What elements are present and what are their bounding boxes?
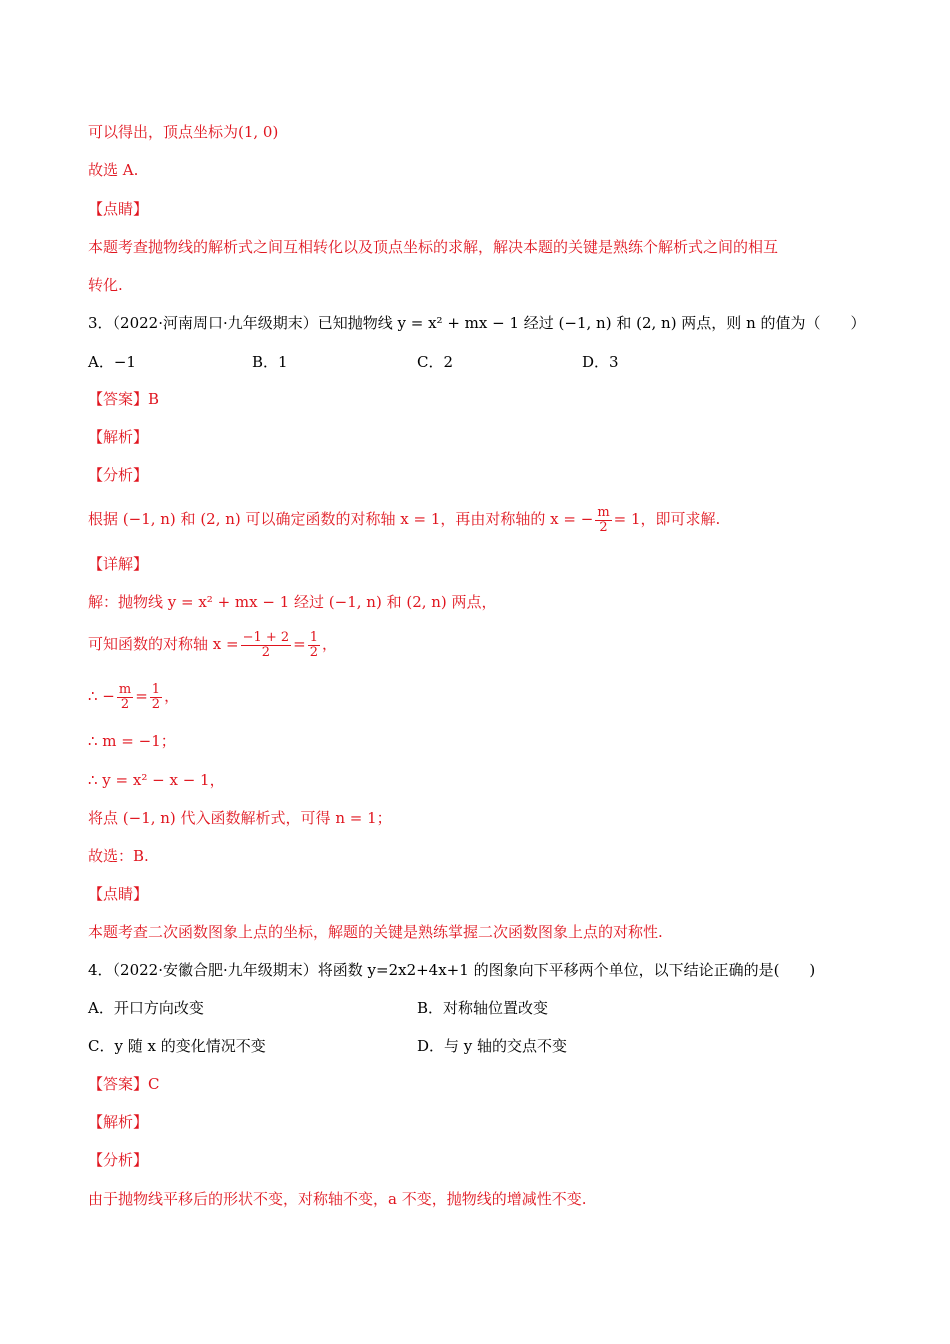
q4-option-a: A．开口方向改变	[88, 999, 204, 1017]
q4-answer	[88, 1074, 160, 1094]
q3-stem: 3．（2022·河南周口·九年级期末）已知抛物线 y = x² + mx − 1 经过 (−1, n) 和 (2, n) 两点，则 n 的值为（ ）	[88, 314, 866, 332]
q3-analysis-text-a: 根据 (−1, n) 和 (2, n) 可以确定函数的对称轴 x = 1，再由对称轴的 x = −	[88, 510, 594, 528]
q3-analysis-fraction	[595, 506, 611, 535]
fraction-denominator: 2	[599, 519, 608, 535]
q3-option-d: D．3	[582, 353, 619, 371]
q4-analysis: 由于抛物线平移后的形状不变，对称轴不变，a 不变，抛物线的增减性不变.	[88, 1190, 587, 1208]
fraction-numerator: 1	[151, 681, 161, 697]
q3-step3-equals: =	[135, 687, 148, 705]
q3-analysis	[88, 503, 720, 535]
q3-comment: 本题考查二次函数图象上点的坐标，解题的关键是熟练掌握二次函数图象上点的对称性.	[88, 923, 663, 941]
q4-answer-tag: 【答案】	[88, 1075, 149, 1093]
q3-step6: 将点 (−1, n) 代入函数解析式，可得 n = 1；	[88, 809, 392, 827]
q3-step2	[88, 628, 337, 660]
q3-option-c: C．2	[417, 353, 454, 371]
prev-comment-line2: 转化.	[88, 276, 123, 294]
fraction-numerator: m	[597, 504, 610, 520]
fraction-numerator: m	[118, 681, 132, 697]
fraction-denominator: 2	[120, 696, 130, 712]
q4-option-d: D．与 y 轴的交点不变	[417, 1037, 568, 1055]
fraction-denominator: 2	[151, 696, 161, 712]
q4-option-c: C．y 随 x 的变化情况不变	[88, 1037, 266, 1055]
q4-stem: 4．（2022·安徽合肥·九年级期末）将函数 y=2x2+4x+1 的图象向下平移两个单位，以下结论正确的是( )	[88, 961, 816, 979]
q3-step2-fraction2	[308, 631, 320, 660]
fraction-numerator: −1 + 2	[242, 629, 290, 645]
q3-option-a: A．−1	[88, 353, 136, 371]
q3-step1: 解：抛物线 y = x² + mx − 1 经过 (−1, n) 和 (2, n) 两点，	[88, 593, 497, 611]
q3-answer-value: B	[148, 390, 160, 408]
q3-step2-text-b: ，	[322, 635, 338, 653]
q3-step3-text-a: ∴ −	[88, 687, 115, 705]
q4-answer-value: C	[148, 1075, 160, 1093]
q3-option-b: B．1	[252, 353, 288, 371]
q4-fenxi-tag: 【分析】	[88, 1151, 149, 1169]
q3-step3-text-b: ，	[164, 687, 180, 705]
q3-step4: ∴ m = −1；	[88, 732, 176, 750]
q3-dianjing-tag: 【点睛】	[88, 885, 149, 903]
prev-comment-line1: 本题考查抛物线的解析式之间互相转化以及顶点坐标的求解，解决本题的关键是熟练个解析式之间的相互	[88, 238, 779, 256]
q3-fenxi-tag: 【分析】	[88, 466, 149, 484]
q3-step5: ∴ y = x² − x − 1，	[88, 771, 225, 789]
q3-step2-text-a: 可知函数的对称轴 x =	[88, 635, 239, 653]
q3-xiangjie-tag: 【详解】	[88, 555, 149, 573]
q3-step2-fraction1	[241, 631, 292, 660]
q3-step3-fraction2	[150, 683, 162, 712]
q3-step2-equals: =	[293, 635, 306, 653]
q3-step7: 故选：B.	[88, 847, 149, 865]
q3-jiexi-tag: 【解析】	[88, 428, 149, 446]
prev-conclusion: 可以得出，顶点坐标为(1, 0)	[88, 123, 279, 141]
q4-option-b: B．对称轴位置改变	[417, 999, 549, 1017]
q3-step3	[88, 680, 179, 712]
q3-answer-tag: 【答案】	[88, 390, 149, 408]
fraction-numerator: 1	[309, 629, 319, 645]
q3-answer	[88, 389, 159, 409]
q4-jiexi-tag: 【解析】	[88, 1113, 149, 1131]
q3-step3-fraction1	[117, 683, 133, 712]
fraction-denominator: 2	[261, 644, 271, 660]
fraction-denominator: 2	[309, 644, 319, 660]
q3-analysis-text-b: = 1，即可求解.	[613, 510, 721, 528]
prev-choice: 故选 A.	[88, 161, 139, 179]
prev-dianjing-tag: 【点睛】	[88, 200, 149, 218]
